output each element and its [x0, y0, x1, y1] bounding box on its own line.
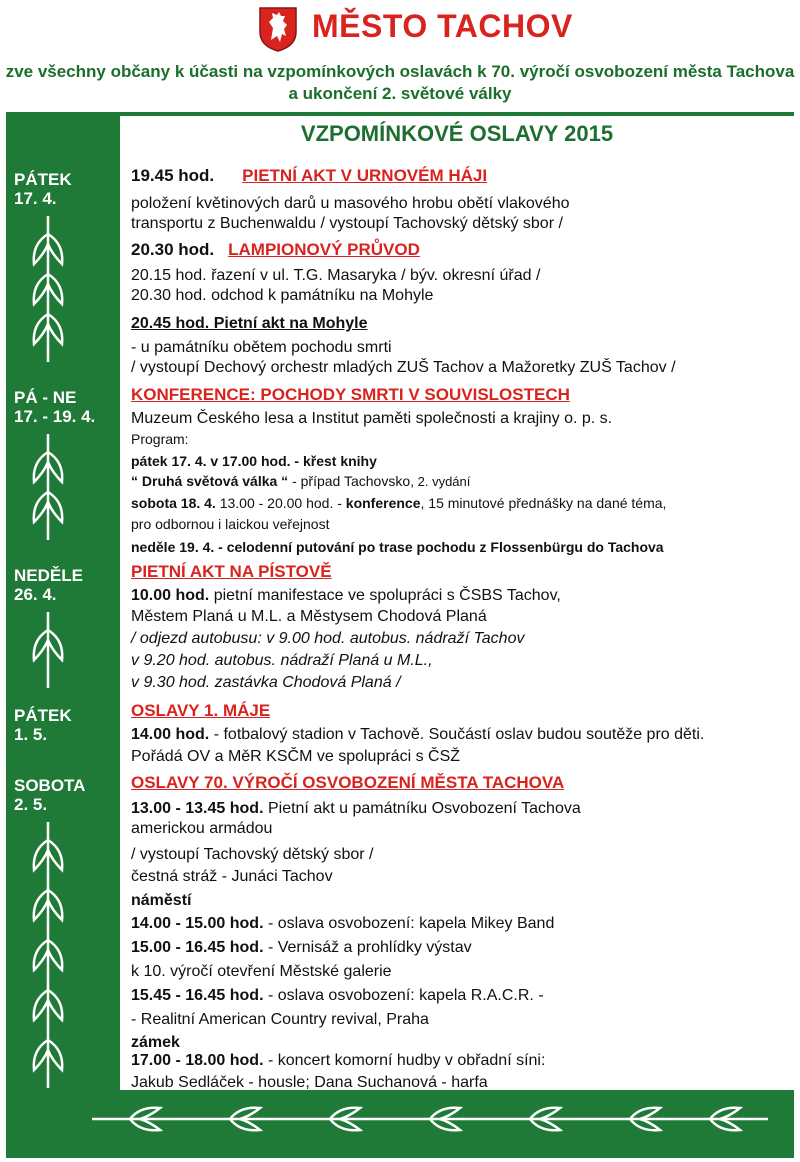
event-title: PIETNÍ AKT V URNOVÉM HÁJI [242, 166, 488, 185]
city-title: MĚSTO TACHOV [312, 8, 573, 44]
header [0, 0, 800, 112]
event-line: k 10. výročí otevření Městské galerie [131, 963, 392, 980]
event-line [131, 452, 377, 470]
event-title: PIETNÍ AKT NA PÍSTOVĚ [131, 562, 332, 581]
event-line [131, 939, 472, 957]
text: - fotbalový stadion v Tachově. Součástí oslav budou soutěže pro děti. [209, 726, 705, 743]
event-line: / vystoupí Dechový orchestr mladých ZUŠ Tachov a Mažoretky ZUŠ Tachov / [131, 359, 676, 376]
event-line: Pořádá OV a MěR KSČM ve spolupráci s ČSŽ [131, 748, 461, 765]
day-date: 26. 4. [14, 585, 57, 604]
text: - koncert komorní hudby v obřadní síni: [263, 1052, 546, 1069]
event-line: 20.15 hod. řazení v ul. T.G. Masaryka / býv. okresní úřad / [131, 267, 541, 284]
festival-title: VZPOMÍNKOVÉ OSLAVY 2015 [120, 116, 794, 150]
book-title: “ Druhá světová válka “ [131, 473, 289, 489]
event-line [131, 800, 581, 818]
day-name: PÁTEK [14, 706, 72, 725]
text: 13.00 - 20.00 hod. - [215, 495, 342, 511]
event-line: položení květinových darů u masového hrobu obětí vlakového [131, 195, 570, 212]
event-line: Jakub Sedláček - housle; Dana Suchanová - harfa [131, 1074, 488, 1091]
time: 10.00 hod. [131, 587, 210, 604]
event-line: - Realitní American Country revival, Praha [131, 1011, 429, 1028]
invitation-line-2: a ukončení 2. světové války [288, 84, 512, 103]
text: konference [341, 495, 421, 511]
time: 17.00 - 18.00 hod. [131, 1052, 264, 1069]
event-line [131, 915, 554, 933]
day-name: PÁTEK [14, 170, 72, 189]
event-line: v 9.30 hod. zastávka Chodová Planá / [131, 674, 401, 691]
day-label [14, 388, 95, 426]
leaf-vine-icon [18, 432, 78, 542]
event-title: OSLAVY 70. VÝROČÍ OSVOBOZENÍ MĚSTA TACHOVA [131, 773, 565, 792]
time: 14.00 - 15.00 hod. [131, 915, 264, 932]
day-name: PÁ - NE [14, 388, 77, 407]
event-line: Muzeum Českého lesa a Institut paměti společnosti a krajiny o. p. s. [131, 410, 613, 427]
event-line [131, 726, 704, 744]
date: sobota 18. 4. [131, 495, 216, 511]
event-line: neděle 19. 4. - celodenní putování po trase pochodu z Flossenbürgu do Tachova [131, 539, 664, 555]
text: , 15 minutové přednášky na dané téma, [420, 495, 667, 511]
event-line: / odjezd autobusu: v 9.00 hod. autobus. nádraží Tachov [131, 630, 525, 647]
text: - případ Tachovsko, [288, 473, 414, 489]
place-label: náměstí [131, 892, 192, 909]
time: 15.45 - 16.45 hod. [131, 987, 264, 1004]
day-name: SOBOTA [14, 776, 86, 795]
day-date: 1. 5. [14, 725, 48, 744]
event-title: KONFERENCE: POCHODY SMRTI V SOUVISLOSTECH [131, 385, 570, 404]
day-label [14, 170, 72, 208]
day-label [14, 776, 85, 814]
event-line [131, 494, 666, 512]
event-line [131, 587, 561, 605]
date: pátek 17. 4. v 17.00 hod. [131, 453, 291, 469]
text: - oslava osvobození: kapela R.A.C.R. - [263, 987, 544, 1004]
event-time [131, 167, 487, 185]
event-line [131, 987, 544, 1005]
text: - oslava osvobození: kapela Mikey Band [263, 915, 555, 932]
time: 19.45 hod. [131, 166, 215, 185]
time: 15.00 - 16.45 hod. [131, 939, 264, 956]
event-line: / vystoupí Tachovský dětský sbor / [131, 846, 374, 863]
time: 20.30 hod. [131, 240, 215, 259]
place-label: zámek [131, 1034, 180, 1051]
event-line: v 9.20 hod. autobus. nádraží Planá u M.L., [131, 652, 433, 669]
event-line [131, 1052, 545, 1070]
text: Pietní akt u památníku Osvobození Tachova [263, 800, 581, 817]
day-date: 17. 4. [14, 189, 57, 208]
day-date: 2. 5. [14, 795, 48, 814]
text: - křest knihy [290, 453, 377, 469]
event-line: transportu z Buchenwaldu / vystoupí Tachovský dětský sbor / [131, 215, 563, 232]
text: - Vernisáž a prohlídky výstav [263, 939, 472, 956]
event-line: čestná stráž - Junáci Tachov [131, 868, 333, 885]
event-line: pro odbornou i laickou veřejnost [131, 516, 330, 532]
event-line [131, 472, 470, 491]
event-time [131, 241, 420, 259]
event-line: Program: [131, 431, 189, 447]
event-line: Městem Planá u M.L. a Městysem Chodová Planá [131, 608, 487, 625]
event-title: LAMPIONOVÝ PRŮVOD [228, 240, 420, 259]
day-label [14, 706, 72, 744]
time: 13.00 - 13.45 hod. [131, 800, 264, 817]
leaf-vine-icon [18, 610, 78, 690]
event-title: OSLAVY 1. MÁJE [131, 701, 271, 720]
leaf-vine-icon [18, 214, 78, 364]
event-line: - u památníku obětem pochodu smrti [131, 339, 392, 356]
event-line: 20.30 hod. odchod k památníku na Mohyle [131, 287, 434, 304]
text: pietní manifestace ve spolupráci s ČSBS Tachov, [209, 587, 561, 604]
event-subtitle: 20.45 hod. Pietní akt na Mohyle [131, 315, 368, 332]
leaf-vine-icon [90, 1104, 770, 1134]
event-line: americkou armádou [131, 820, 273, 837]
day-date: 17. - 19. 4. [14, 407, 96, 426]
time: 14.00 hod. [131, 726, 210, 743]
coat-of-arms-icon [258, 6, 298, 52]
day-label [14, 566, 83, 604]
invitation-line-1: zve všechny občany k účasti na vzpomínkových oslavách k 70. výročí osvobození města Tachova [5, 62, 795, 81]
day-name: NEDĚLE [14, 566, 83, 585]
text: 2. vydání [414, 474, 471, 489]
leaf-vine-icon [18, 820, 78, 1090]
